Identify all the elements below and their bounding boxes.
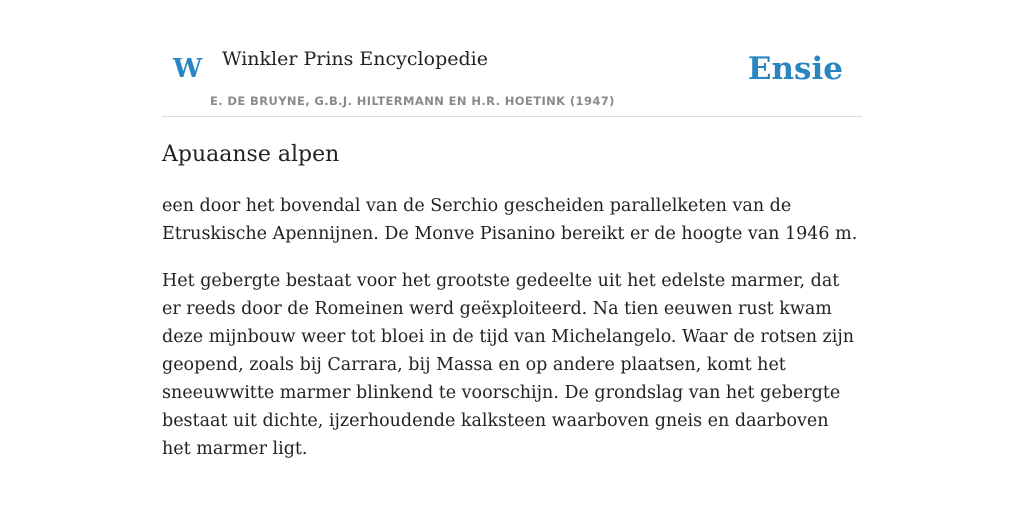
work-logo-icon[interactable]: W [173, 54, 203, 84]
article-paragraph: Het gebergte bestaat voor het grootste gedeelte uit het edelste marmer, dat er reeds door de Romeinen werd geëxploiteerd. Na tien eeuwen rust kwam deze mijnbouw weer tot bloei in de tijd van Michelangelo. Waar de rotsen zijn geopend, zoals bij Carrara, bij Massa en op andere plaatsen, komt het sneeuwwitte marmer blinkend te voorschijn. De grondslag van het gebergte bestaat uit dichte, ijzerhoudende kalksteen waarboven gneis en daarboven het marmer ligt. [162, 271, 855, 459]
article-title: Apuaanse alpen [162, 142, 340, 167]
brand-logo[interactable]: Ensie [747, 51, 843, 87]
article-paragraph: een door het bovendal van de Serchio gescheiden parallelketen van de Etruskische Apennijnen. De Monve Pisanino bereikt er de hoogte van 1946 m. [162, 196, 858, 244]
work-header [162, 40, 862, 117]
work-authors: E. DE BRUYNE, G.B.J. HILTERMANN EN H.R. HOETINK (1947) [210, 94, 615, 108]
work-title[interactable]: Winkler Prins Encyclopedie [222, 48, 488, 70]
article-body [162, 192, 862, 482]
